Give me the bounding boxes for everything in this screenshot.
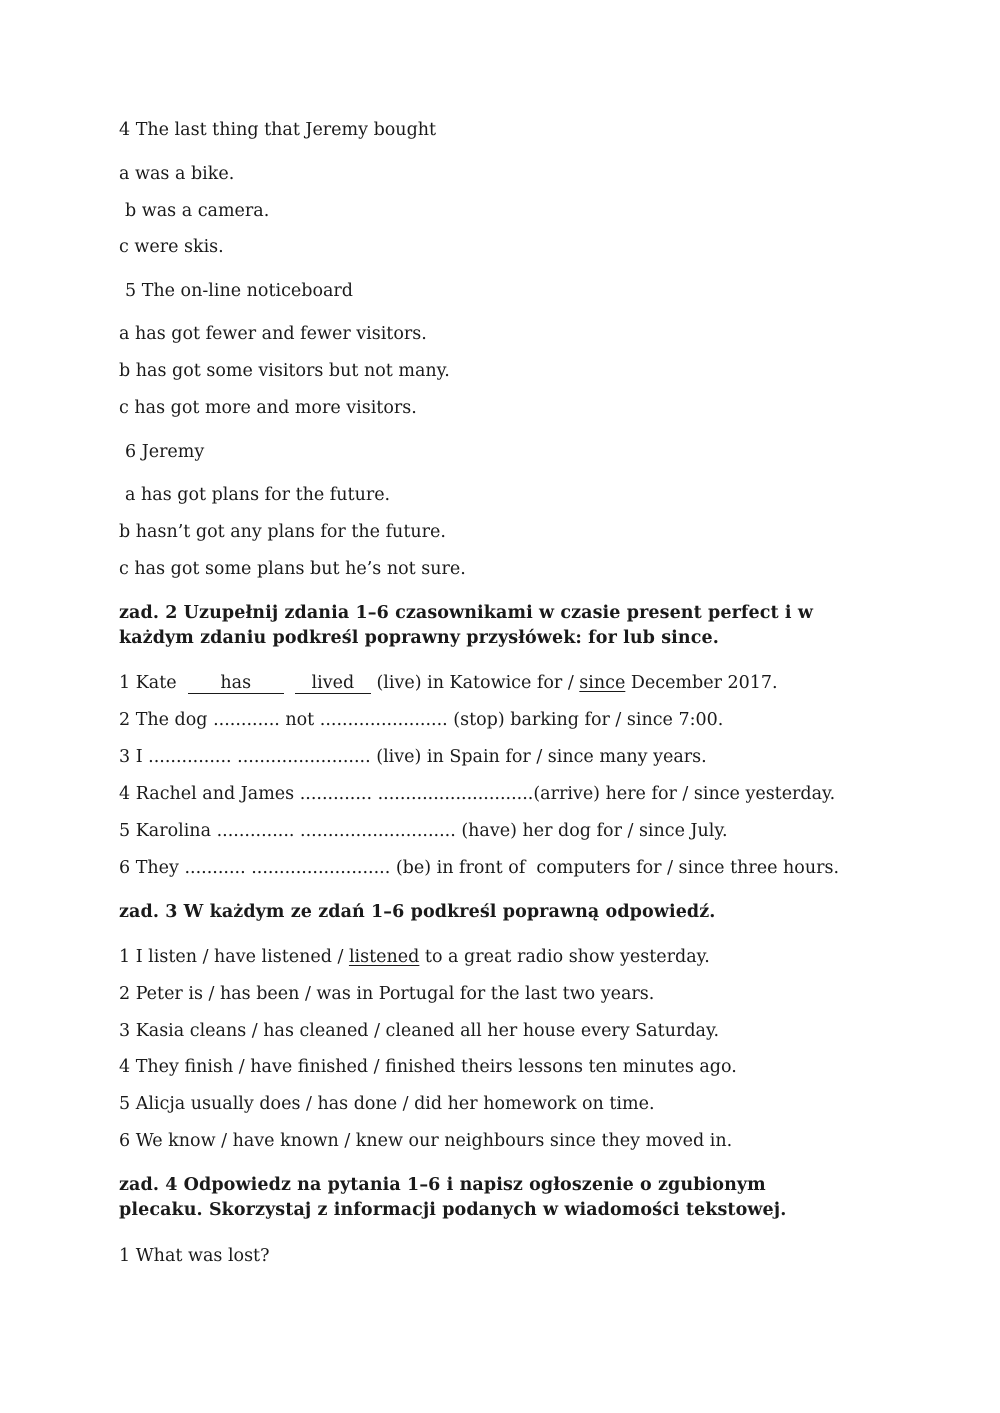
zad2-example-prefix: 1 Kate <box>119 673 177 693</box>
question-6-option-a: a has got plans for the future. <box>125 485 391 505</box>
zad3-sentence-6: 6 We know / have known / knew our neighbours since they moved in. <box>119 1131 733 1151</box>
zad2-heading-line-2: każdym zdaniu podkreśl poprawny przysłówek: for lub since. <box>119 628 719 648</box>
zad2-sentence-3: 3 I ............... ........................ (live) in Spain for / since many years. <box>119 747 707 767</box>
zad2-sentence-6: 6 They ........... ......................... (be) in front of computers for / since three hours. <box>119 858 840 878</box>
zad3-example-suffix: to a great radio show yesterday. <box>419 947 710 967</box>
zad3-heading: zad. 3 W każdym ze zdań 1–6 podkreśl poprawną odpowiedź. <box>119 902 716 922</box>
zad3-sentence-3: 3 Kasia cleans / has cleaned / cleaned all her house every Saturday. <box>119 1021 720 1041</box>
zad3-example-underlined-answer: listened <box>348 947 420 967</box>
zad2-example-sentence <box>119 672 778 694</box>
zad3-sentence-5: 5 Alicja usually does / has done / did her homework on time. <box>119 1094 655 1114</box>
question-4: 4 The last thing that Jeremy bought <box>119 120 437 140</box>
zad2-sentence-2: 2 The dog ............ not ....................... (stop) barking for / since 7:00. <box>119 710 724 730</box>
zad2-heading-line-1: zad. 2 Uzupełnij zdania 1–6 czasownikami w czasie present perfect i w <box>119 603 813 623</box>
zad4-question-1: 1 What was lost? <box>119 1246 270 1266</box>
question-5-option-c: c has got more and more visitors. <box>119 398 417 418</box>
zad2-sentence-5: 5 Karolina .............. ............................ (have) her dog for / since July. <box>119 821 728 841</box>
question-5-option-a: a has got fewer and fewer visitors. <box>119 324 427 344</box>
question-6-option-b: b hasn’t got any plans for the future. <box>119 522 446 542</box>
question-5-option-b: b has got some visitors but not many. <box>119 361 450 381</box>
question-6-option-c: c has got some plans but he’s not sure. <box>119 559 466 579</box>
question-4-option-c: c were skis. <box>119 237 224 257</box>
zad3-example-sentence <box>119 946 710 968</box>
question-6: 6 Jeremy <box>125 442 205 462</box>
zad2-example-aux-blank: has <box>188 673 284 694</box>
zad4-heading-line-1: zad. 4 Odpowiedz na pytania 1–6 i napisz ogłoszenie o zgubionym <box>119 1175 766 1195</box>
zad3-sentence-2: 2 Peter is / has been / was in Portugal for the last two years. <box>119 984 655 1004</box>
zad2-example-underlined-answer: since <box>579 673 626 693</box>
question-4-option-a: a was a bike. <box>119 164 235 184</box>
question-4-option-b: b was a camera. <box>125 201 270 221</box>
zad2-example-middle: (live) in Katowice for / <box>370 673 580 693</box>
zad2-sentence-4: 4 Rachel and James ............. ............................(arrive) here for / since yesterday. <box>119 784 836 804</box>
zad2-example-suffix: December 2017. <box>625 673 778 693</box>
zad2-example-verb-blank: lived <box>295 673 371 694</box>
zad3-sentence-4: 4 They finish / have finished / finished theirs lessons ten minutes ago. <box>119 1057 737 1077</box>
question-5: 5 The on-line noticeboard <box>125 281 353 301</box>
zad4-heading-line-2: plecaku. Skorzystaj z informacji podanych w wiadomości tekstowej. <box>119 1200 787 1220</box>
zad3-example-prefix: 1 I listen / have listened / <box>119 947 349 967</box>
